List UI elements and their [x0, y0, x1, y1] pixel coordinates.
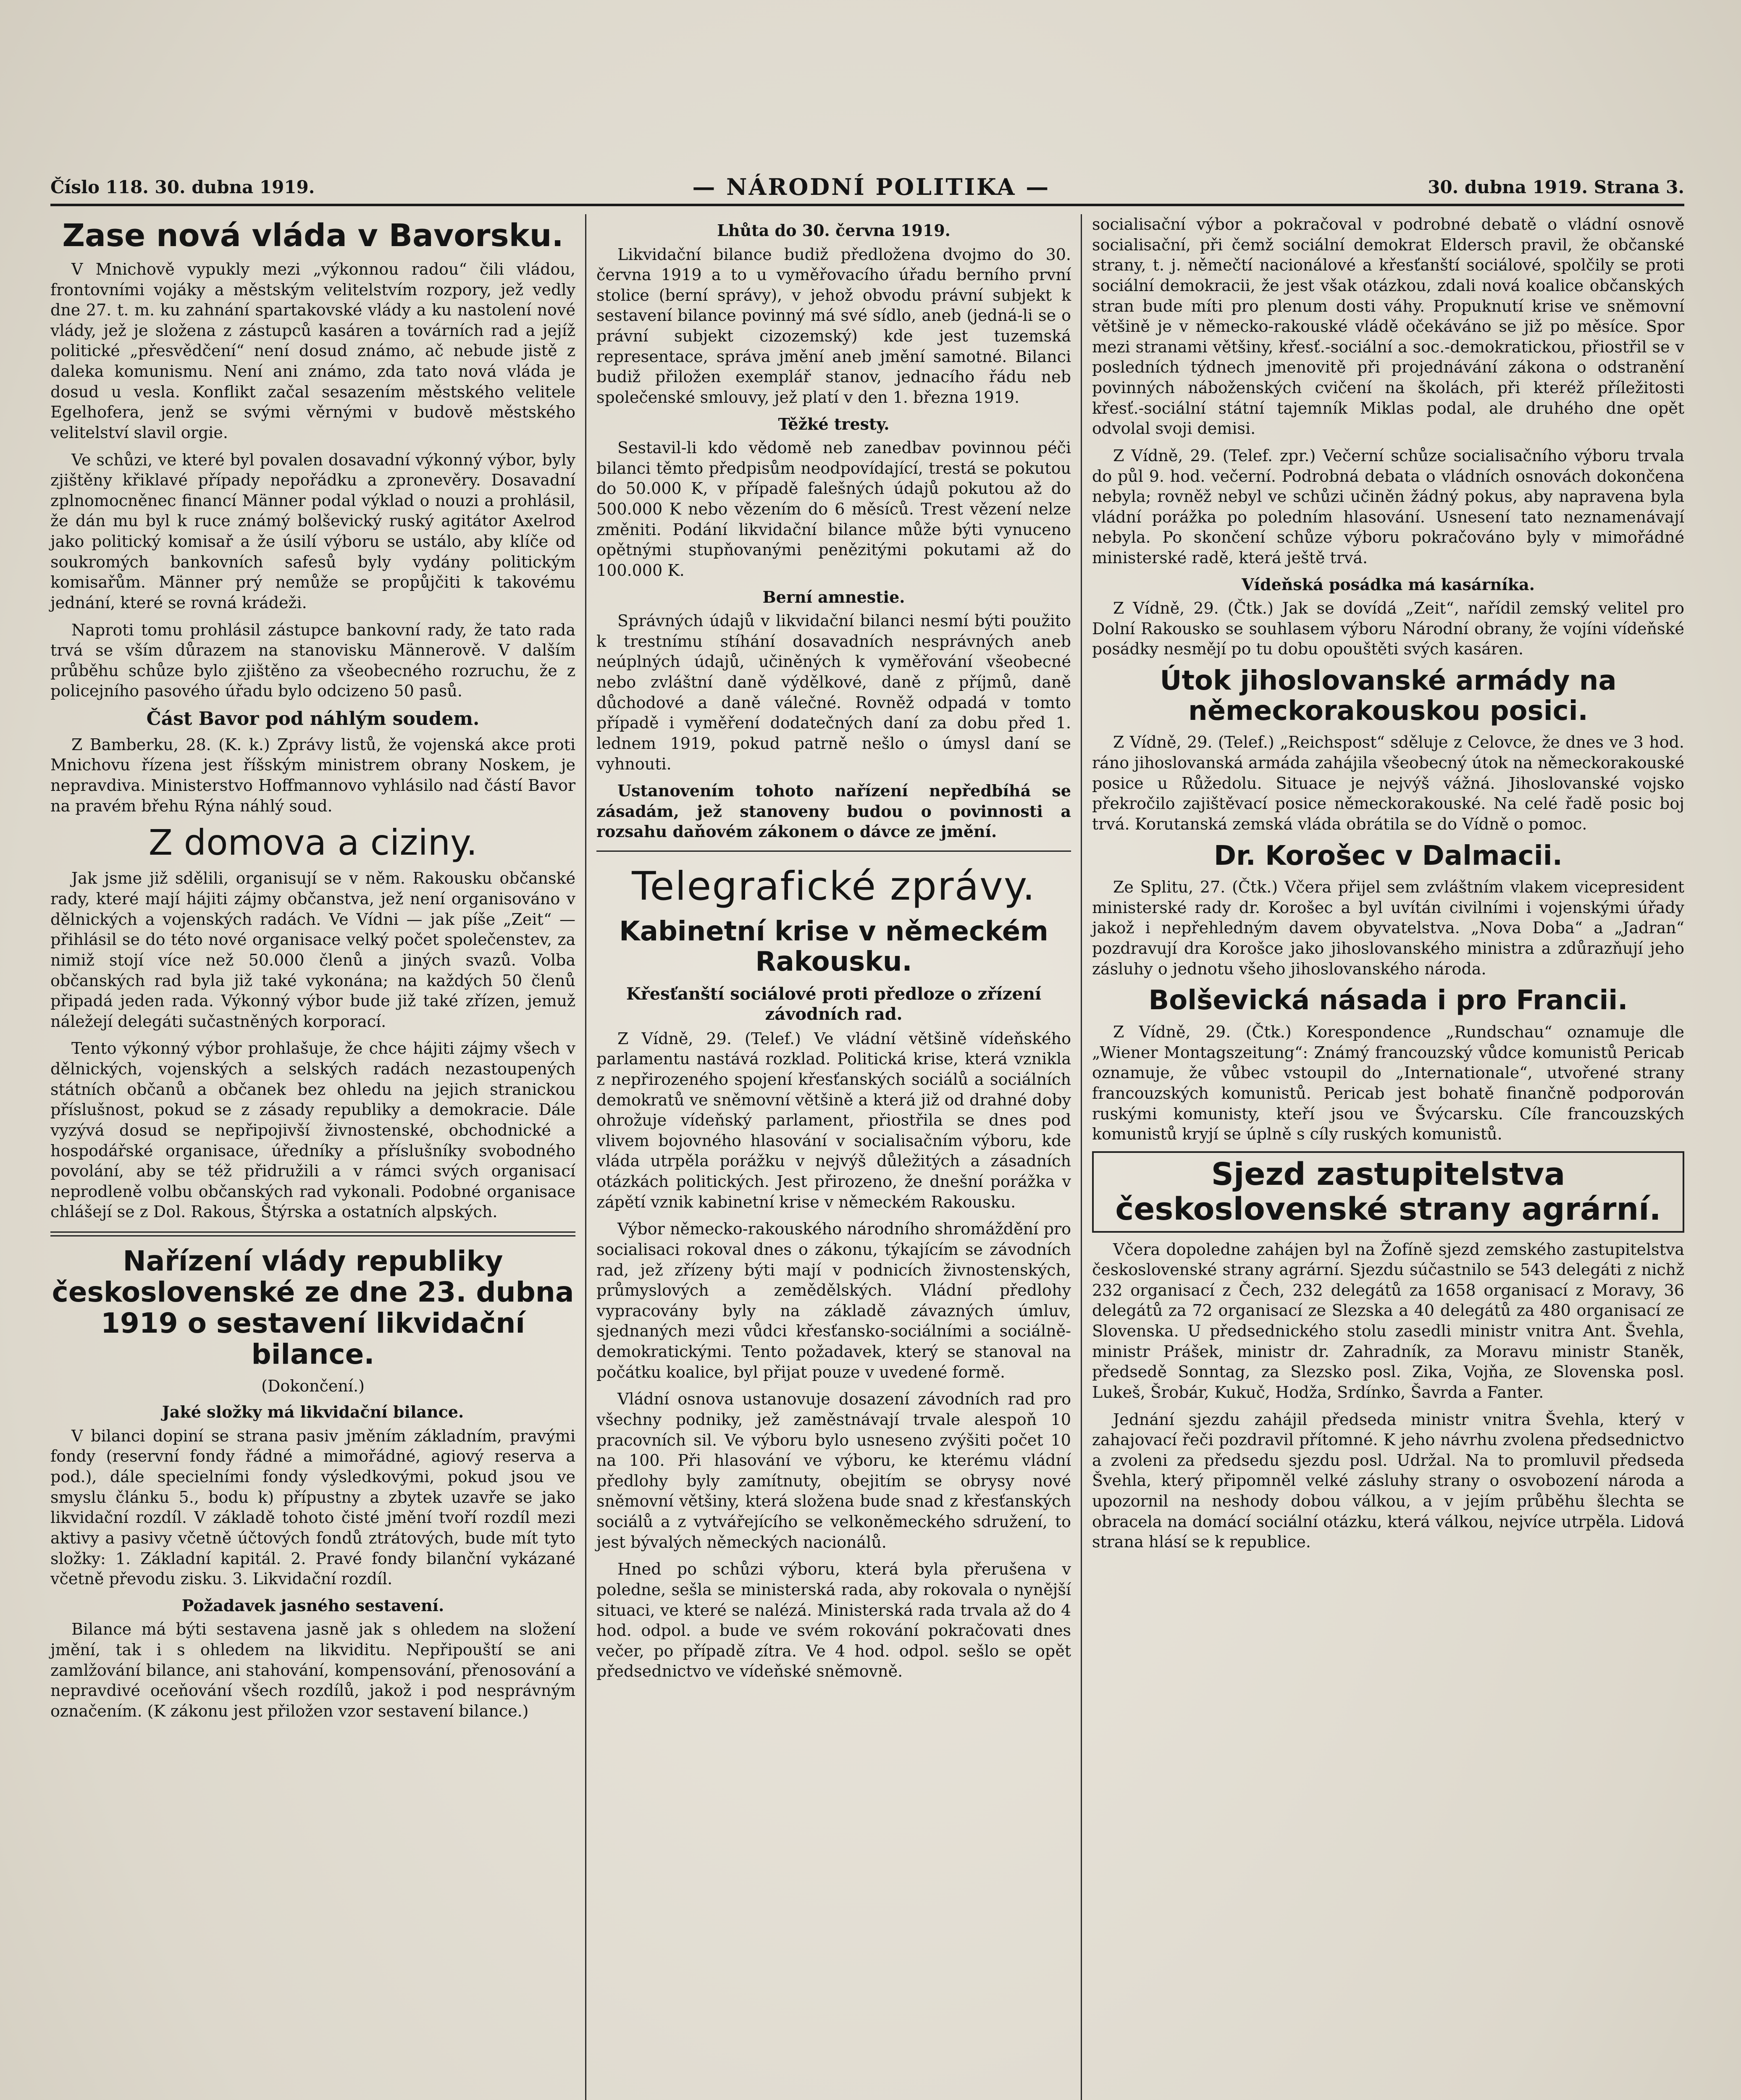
article-headline: Kabinetní krise v německém Rakousku.: [619, 916, 1048, 977]
article-paragraph: Naproti tomu prohlásil zástupce bankovní rady, že tato rada trvá se vším důrazem na stanovisku Männerově. V dalším průběhu schůze bylo zjištěno za všeobecného rozruchu, že z policejního pasového úřadu bylo odcizeno 50 pasů.: [50, 620, 575, 701]
article-paragraph: Včera dopoledne zahájen byl na Žofíně sjezd zemského zastupitelstva československé strany agrární. Sjezdu súčastnilo se 543 delegáti z nichž 232 organisací z Čech, 232 delegátů za 1658 organisací z Moravy, 36 delegátů za 72 organisací ze Slezska a 40 delegátů za 480 organisací ze Slovenska. U předsednického stolu zasedli ministr vnitra Ant. Švehla, ministr Prášek, ministr dr. Zahradník, za Moravu ministr Staněk, předsedě Sonntag, za Slezsko posl. Zika, Vojňa, ze Slovenska posl. Lukeš, Šrobár, Kukuč, Hodža, Srdínko, Šavrda a Fanter.: [1092, 1240, 1684, 1402]
article-subtitle: Křesťanští sociálové proti předloze o zřízení závodních rad.: [626, 984, 1042, 1024]
masthead: — NÁRODNÍ POLITIKA —: [692, 173, 1050, 200]
article-headline: Zase nová vláda v Bavorsku.: [62, 218, 564, 254]
column-divider: [585, 214, 586, 2100]
article-paragraph: socialisační výbor a pokračoval v podrobné debatě o vládní osnově socialisační, při čemž sociální demokrat Eldersch pravil, že občanské strany, t. j. němečtí nacionálové a křesťanští sociálové, spolčily se proti sociální demokracii, že jest však otázkou, zdali nová koalice občanských stran bude míti pro plenum dosti váhy. Propuknutí krise ve sněmovní většině je v německo-rakouské vládě očekáváno se již po měsíce. Spor mezi stranami většiny, křesť.-sociální a soc.-demokratickou, přiostřil se v posledních týdnech jmenovitě při projednávání zákona o odstranění povinných náboženských cvičení na školách, při kteréž příležitosti křesť.-sociální státní tajemník Miklas podal, ale druhého dne opět odvolal svoji demisi.: [1092, 215, 1684, 438]
article-paragraph: Ustanovením tohoto nařízení nepředbíhá se zásadám, jež stanoveny budou o povinnosti a rozsahu daňovém zákonem o dávce ze jmění.: [596, 781, 1071, 841]
column-divider: [1081, 214, 1082, 2100]
article-headline-box: [1092, 1151, 1684, 1233]
article-subheading: Požadavek jasného sestavení.: [181, 1596, 444, 1615]
issue-info: Číslo 118. 30. dubna 1919.: [50, 176, 315, 197]
article-paragraph: Ve schůzi, ve které byl povalen dosavadní výkonný výbor, byly zjištěny křiklavé případy nepořádku a zpronevěry. Dosavadní zplnomocněnec financí Männer podal výklad o nouzi a prohlásil, že dán mu byl k ruce známý bolševický ruský agitátor Axelrod jako politický komisař a že úsilí výboru se ustálo, aby klíče od soukromých bankovních safesů byly vydány politickým komisařům. Männer prý nemůže se propůjčiti k takovému jednání, které se rovná krádeži.: [50, 450, 575, 612]
column-1: [50, 214, 575, 1728]
article-paragraph: Z Vídně, 29. (Telef.) Ve vládní většině vídeňského parlamentu nastává rozklad. Politická krise, která vznikla z nepřirozeného spojení křesťanských sociálů a sociálních demokratů ve sněmovní většině a která již od drahné doby ohrožuje vídeňský parlament, přiostřila se dnes pod vlivem bojovného hlasování v socialisačním výboru, kde vláda utrpěla porážku v nejvýš důležitých a zásadních otázkách politických. Jest přirozeno, že dnešní porážka v zápětí vznik kabinetní krise v německém Rakousku.: [596, 1029, 1071, 1211]
article-paragraph: Hned po schůzi výboru, která byla přerušena v poledne, sešla se ministerská rada, aby rokovala o nynější situaci, ve které se nalézá. Ministerská rada trvala až do 4 hod. odpol. a bude ve svém rokování pokračovati dnes večer, po případě zítra. Ve 4 hod. odpol. sešlo se opět předsednictvo ve vídeňské sněmovně.: [596, 1560, 1071, 1681]
article-paragraph: Likvidační bilance budiž předložena dvojmo do 30. června 1919 a to u vyměřovacího úřadu berního první stolice (berní správy), v jehož obvodu právní subjekt k sestavení bilance povinný má své sídlo, aneb (jedná-li se o právní subjekt cizozemský) kde jest tuzemská representace, správa jmění aneb jmění samotné. Bilanci budiž přiložen exemplář stanov, jednacího řádu neb společenské smlouvy, jež platí v den 1. března 1919.: [596, 245, 1071, 407]
article-paragraph: Z Vídně, 29. (Telef. zpr.) Večerní schůze socialisačního výboru trvala do půl 9. hod. večerní. Podrobná debata o vládních osnovách dokončena nebyla; rovněž nebyl ve schůzi učiněn žádný pokus, aby napravena byla vládní porážka po poledním hlasování. Usnesení tato neznamenávají nebyla. Po skončení schůze výboru pokračováno byly v mimořádné ministerské radě, která ještě trvá.: [1092, 446, 1684, 567]
article-headline: Bolševická násada i pro Francii.: [1148, 985, 1628, 1016]
article-headline: Část Bavor pod náhlým soudem.: [146, 708, 480, 730]
article-paragraph: Jednání sjezdu zahájil předseda ministr vnitra Švehla, který v zahajovací řeči pozdravil přítomné. K jeho návrhu zvolena předsednictvo a zvoleni za předsedu sjezdu posl. Udržal. Na to promluvil předseda Švehla, který připomněl velké zásluhy strany o osvobození národa a upozornil na neshody dobou válkou, a v jejím průběhu šlechta se obracela na domácí sociální otázku, která válkou, nejvíce utrpěla. Lidová strana hlásí se k republice.: [1092, 1410, 1684, 1551]
article-paragraph: Ze Splitu, 27. (Čtk.) Včera přijel sem zvláštním vlakem vicepresident ministerské rady dr. Korošec a byl uvítán civilními i vojenskými úřady jakož i nepřehledným davem obyvatelstva. „Nova Doba“ a „Jadran“ pozdravují dra Korošce jako jihoslovanského ministra a zdůrazňují jeho zásluhy o jednotu všeho jihoslovanského národa.: [1092, 878, 1684, 978]
article-paragraph: Vládní osnova ustanovuje dosazení závodních rad pro všechny podniky, jež zaměstnávají trvale alespoň 10 pracovních sil. Ve výboru bylo usneseno zvýšiti počet 10 na 100. Při hlasování ve výboru, ke kterému vládní předlohy byly zamítnuty, obejitím se obrysy nové sněmovní většiny, která složena bude snad z křesťanských sociálů a z vytvářejícího se velkoněmeckého sdružení, to jest bývalých německých nacionálů.: [596, 1390, 1071, 1551]
article-paragraph: Z Vídně, 29. (Čtk.) Jak se dovídá „Zeit“, nařídil zemský velitel pro Dolní Rakousko se souhlasem výboru Národní obrany, že vojíni vídeňské posádky nesmějí po tu dobu opouštěti svých kasáren.: [1092, 599, 1684, 659]
article-subheading: Těžké tresty.: [778, 414, 890, 433]
article-paragraph: Bilance má býti sestavena jasně jak s ohledem na složení jmění, tak i s ohledem na likviditu. Nepřipouští se ani zamlžování bilance, ani stahování, kompensování, přenosování a nepravdivé oceňování všech rozdílů, jakož i pod nesprávným označením. (K zákonu jest přiložen vzor sestavení bilance.): [50, 1620, 575, 1720]
header-rule: [50, 204, 1684, 206]
article-paragraph: Jak jsme již sdělili, organisují se v něm. Rakousku občanské rady, které mají hájiti zájmy občanstva, jež není organisováno v dělnických a vojenských radách. Ve Vídni — jak píše „Zeit“ — přihlásil se do této nové organisace velký počet společenstev, za nimiž stojí více než 50.000 členů a jiných svazů. Volba občanských rad byla již také vykonána; na každých 50 členů připadá jeden rada. Výkonný výbor bude již také zřízen, jemuž náležejí delegáti sučastněných korporací.: [50, 869, 575, 1031]
column-2: [596, 214, 1071, 1688]
article-headline: Dr. Korošec v Dalmacii.: [1213, 840, 1563, 872]
article-paragraph: Výbor německo-rakouského národního shromáždění pro socialisaci rokoval dnes o zákonu, týkajícím se závodních rad, jež zřízeny býti mají v podnicích živnostenských, průmyslových a zemědělských. Vládní předlohy vypracovány byly na základě závazných úmluv, sjednaných mezi vůdci křesťansko-sociálními a sociálně-demokratickými. Tento požadavek, který se stanoval na počátku koalice, byl přijat pouze v uvedené formě.: [596, 1220, 1071, 1381]
article-paragraph: Z Bamberku, 28. (K. k.) Zprávy listů, že vojenská akce proti Mnichovu řízena jest říšským ministrem obrany Noskem, je nepravdiva. Ministerstvo Hoffmannovo vyhlásilo nad částí Bavor na pravém břehu Rýna náhlý soud.: [50, 735, 575, 815]
article-subheading: Jaké složky má likvidační bilance.: [162, 1402, 464, 1422]
article-subtitle: (Dokončení.): [261, 1376, 365, 1395]
article-paragraph: Správných údajů v likvidační bilanci nesmí býti použito k trestnímu stíhání dosavadních nesprávných aneb neúplných údajů, učiněných k vyměřování všeobecné nebo zvláštní daně výdělkové, daně z příjmů, daně důchodové a daně válečné. Rovněž odpadá v tomto případě i vyměření dodatečných daní za dobu před 1. lednem 1919, pokud patrně nešlo o úmysl daní se vyhnouti.: [596, 612, 1071, 773]
article-headline: Nařízení vlády republiky československé ze dne 23. dubna 1919 o sestavení likvidační bilance.: [52, 1245, 574, 1370]
article-paragraph: Z Vídně, 29. (Čtk.) Korespondence „Rundschau“ oznamuje dle „Wiener Montagszeitung“: Známý francouzský vůdce komunistů Pericab oznamuje, že vůbec vstoupil do „Internationale“, utvořené strany francouzských komunistů. Pericab jest bohatě finančně podporován ruskými komunisty, kteří jsou ve Švýcarsku. Cíle francouzských komunistů kryjí se úplně s cíly ruských komunistů.: [1092, 1023, 1684, 1144]
section-rule: [50, 1231, 575, 1236]
date-page-info: 30. dubna 1919. Strana 3.: [1428, 176, 1684, 197]
article-subheading: Lhůta do 30. června 1919.: [717, 221, 951, 240]
article-subheading: Vídeňská posádka má kasárníka.: [1242, 575, 1535, 594]
article-paragraph: Sestavil-li kdo vědomě neb zanedbav povinnou péči bilanci těmto předpisům neodpovídající, trestá se pokutou do 50.000 K, v případě falešných údajů pokutou až do 500.000 K nebo vězením do 6 měsíců. Trest vězení nelze změniti. Podání likvidační bilance může býti vynuceno opětnými stupňovanými penězitými pokutami až do 100.000 K.: [596, 438, 1071, 580]
section-headline: Telegrafické zprávy.: [632, 864, 1036, 910]
article-headline: Sjezd zastupitelstva československé strany agrární.: [1115, 1156, 1661, 1227]
article-paragraph: Tento výkonný výbor prohlašuje, že chce hájiti zájmy všech v dělnických, vojenských a selských radách nezastoupených státních občanů a občanek bez ohledu na jejich stranickou příslušnost, pokud se z zásady republiky a demokracie. Dále vyzývá dosud se nepřipojivší živnostenské, obchodnické a hospodářské organisace, úředníky a příslušníky svobodného povolání, aby se též přidružili a v rámci svých organisací neprodleně volbu občanských rad vykonali. Podobné organisace chlášejí se z Dol. Rakous, Štýrska a ostatních alpských.: [50, 1039, 575, 1221]
page-header: [50, 172, 1684, 202]
article-headline: Útok jihoslovanské armády na německorakouskou posici.: [1160, 665, 1617, 727]
article-paragraph: V bilanci dopiní se strana pasiv jměním základním, pravými fondy (reservní fondy řádné a mimořádné, agiový reserva a pod.), dále specielními fondy výsledkovými, pokud jsou ve smyslu článku 5., bodu k) přípustny a zbytek uzavře se jako likvidační rozdíl. V základě tohoto čisté jmění tvoří rozdíl mezi aktivy a pasivy včetně účtových fondů ztrátových, bude mít tyto složky: 1. Základní kapitál. 2. Pravé fondy bilanční vykázané včetně převodu zisku. 3. Likvidační rozdíl.: [50, 1426, 575, 1588]
section-rule: [596, 850, 1071, 852]
article-paragraph: V Mnichově vypukly mezi „výkonnou radou“ čili vládou, frontovními vojáky a městským velitelstvím rozpory, jež vedly dne 27. t. m. ku zahnání spartakovské vlády a ku nastolení nové vlády, jež je složena z zástupců kasáren a továrních rad a jejíž politické „přesvědčení“ není dosud známo, ač nebude jistě z daleka komunismu. Není ani známo, zda tato nová vláda je dosud u vesla. Konflikt začal sesazením městského velitele Egelhofera, jenž se svými věrnými v budově městského velitelství slavil orgie.: [50, 260, 575, 442]
article-subheading: Berní amnestie.: [762, 587, 905, 606]
article-paragraph: Z Vídně, 29. (Telef.) „Reichspost“ sděluje z Celovce, že dnes ve 3 hod. ráno jihoslovanská armáda zahájila všeobecný útok na německorakouské posice u Růžedolu. Situace je nejvýš vážná. Jihoslovanské vojsko překročilo zajištěvací posice německorakouské. Na celé řadě posic boj trvá. Korutanská zemská vláda obrátila se do Vídně o pomoc.: [1092, 733, 1684, 833]
section-headline: Z domova a ciziny.: [148, 822, 478, 864]
column-3: [1092, 214, 1684, 1559]
